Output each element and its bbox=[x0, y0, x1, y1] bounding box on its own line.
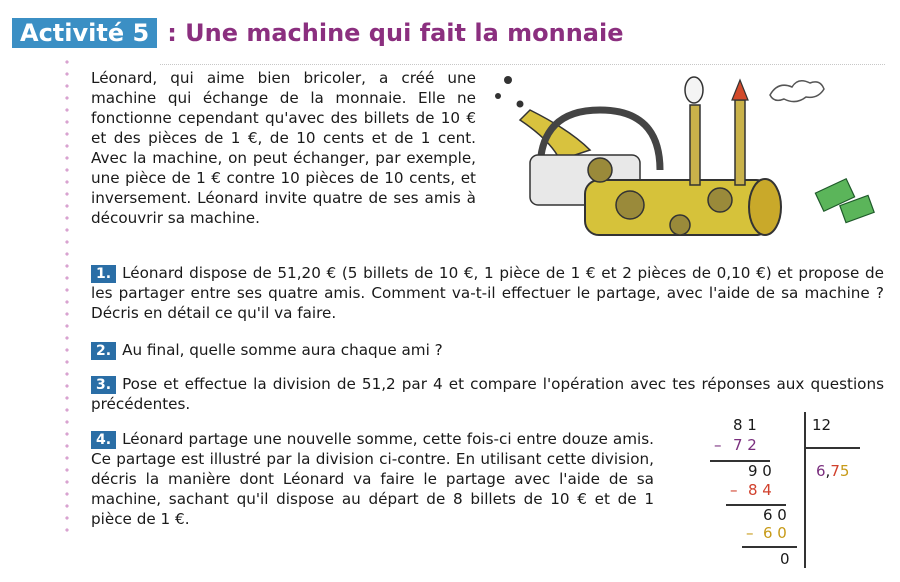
quotient-sep: , bbox=[825, 462, 831, 480]
question-3-number: 3. bbox=[91, 376, 116, 394]
subtract-2: 8 4 bbox=[748, 481, 772, 499]
question-3 bbox=[91, 374, 884, 414]
question-2-text: Au final, quelle somme aura chaque ami ? bbox=[122, 341, 443, 359]
quotient-int: 6 bbox=[816, 462, 826, 480]
question-2 bbox=[91, 340, 884, 360]
divisor: 12 bbox=[812, 416, 832, 434]
steam-cloud bbox=[770, 81, 824, 102]
minus-sign-1: – bbox=[714, 436, 722, 454]
question-4 bbox=[91, 429, 654, 529]
question-1 bbox=[91, 263, 884, 323]
activity-header bbox=[12, 18, 624, 48]
subtract-1: 7 2 bbox=[733, 436, 757, 454]
quotient-d1: 7 bbox=[830, 462, 840, 480]
remainder-1: 9 0 bbox=[748, 462, 772, 480]
music-notes bbox=[495, 76, 524, 108]
question-1-text: Léonard dispose de 51,20 € (5 billets de 10 €, 1 pièce de 1 € et 2 pièces de 0,10 €) et propose de les partager entre ses quatre amis. Comment va-t-il effectuer le partage, avec l'aide de sa machine ? Décris en détail ce qu'il va faire. bbox=[91, 264, 884, 322]
line-3 bbox=[742, 546, 797, 548]
tube-2 bbox=[735, 100, 745, 185]
divisor-underline bbox=[804, 447, 860, 449]
red-cone bbox=[732, 80, 748, 100]
question-4-text: Léonard partage une nouvelle somme, cette fois-ci entre douze amis. Ce partage est illustré par la division ci-contre. En utilisant cette division, décris la manière dont Léonard va faire le partage avec l'aide de sa machine, sachant qu'il dispose au départ de 8 billets de 10 € et de 1 pièce de 1 €. bbox=[91, 430, 654, 528]
dotted-margin bbox=[65, 56, 69, 536]
money-machine-illustration bbox=[480, 60, 885, 245]
intro-paragraph: Léonard, qui aime bien bricoler, a créé une machine qui échange de la monnaie. Elle ne fonctionne cependant qu'avec des billets de 10 € et des pièces de 1 €, de 10 cents et de 1 cent. Avec la machine, on peut échanger, par exemple, une pièce de 1 € contre 10 pièces de 10 cents, et inversement. Léonard invite quatre de ses amis à découvrir sa machine. bbox=[91, 69, 476, 227]
minus-sign-2: – bbox=[730, 481, 738, 499]
activity-badge: Activité 5 bbox=[12, 18, 157, 48]
question-3-text: Pose et effectue la division de 51,2 par 4 et compare l'opération avec tes réponses aux questions précédentes. bbox=[91, 375, 884, 413]
dividend: 8 1 bbox=[733, 416, 757, 434]
banknotes bbox=[815, 179, 874, 223]
remainder-3: 0 bbox=[780, 550, 790, 568]
lightbulb bbox=[685, 77, 703, 103]
remainder-2: 6 0 bbox=[763, 506, 787, 524]
question-2-number: 2. bbox=[91, 342, 116, 360]
machine-end bbox=[749, 179, 781, 235]
horn bbox=[520, 110, 590, 160]
question-4-number: 4. bbox=[91, 431, 116, 449]
tube-1 bbox=[690, 105, 700, 185]
subtract-3: 6 0 bbox=[763, 524, 787, 542]
question-1-number: 1. bbox=[91, 265, 116, 283]
activity-title: : Une machine qui fait la monnaie bbox=[167, 19, 624, 47]
quotient-d2: 5 bbox=[839, 462, 850, 480]
long-division bbox=[700, 410, 890, 582]
vertical-bar bbox=[804, 412, 806, 568]
minus-sign-3: – bbox=[746, 524, 754, 542]
quotient bbox=[816, 462, 849, 480]
